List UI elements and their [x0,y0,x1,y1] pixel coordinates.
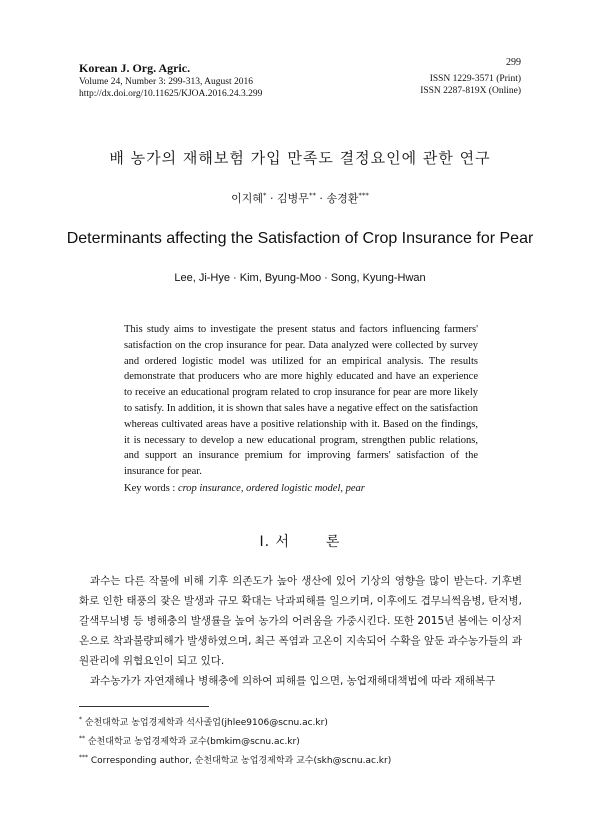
footnote-2-mark: ** [79,735,85,742]
footnote-1-text: 순천대학교 농업경제학과 석사졸업(jhlee9106@scnu.ac.kr) [82,718,328,728]
body-paragraph-1: 과수는 다른 작물에 비해 기후 의존도가 높아 생산에 있어 기상의 영향을 많이 받는다. 기후변화로 인한 태풍의 잦은 발생과 규모 확대는 낙과피해를 일으키며, 이후에도 겹무늬썩음병, 탄저병, 갈색무늬병 등 병해충의 발생률을 높여 농가의 어려움을 가중시킨다. 또한 2015년 봄에는 이상저온으로 착과불량피해가 발생하였으며, 최근 폭염과 고온이 지속되어 수확을 앞둔 과수농가들의 과원관리에 위협요인이 되고 있다. [79,575,522,667]
english-title: Determinants affecting the Satisfaction of Crop Insurance for Pear [66,230,534,247]
author-separator: · [315,192,327,205]
body-paragraph-2: 과수농가가 자연재해나 병해충에 의하여 피해를 입으면, 농업재해대책법에 따라 재해복구 [90,675,496,687]
volume-line: Volume 24, Number 3: 299-313, August 2016 [79,77,253,87]
journal-header [79,60,262,100]
footnote-divider [79,706,209,707]
author-3-kr: 송경환 [326,192,359,205]
author-2-mark: ** [308,191,316,200]
keywords-label: Key words : [124,483,178,494]
page-number: 299 [506,57,521,68]
author-3-mark: *** [358,191,369,200]
korean-title: 배 농가의 재해보험 가입 만족도 결정요인에 관한 연구 [109,149,491,167]
footnote-2 [79,731,391,750]
korean-authors [0,190,600,206]
issn-header [420,57,521,97]
author-2-kr: 김병무 [277,192,309,205]
footnotes [79,712,391,769]
footnote-2-text: 순천대학교 농업경제학과 교수(bmkim@scnu.ac.kr) [85,737,300,747]
author-1-kr: 이지혜 [231,192,264,205]
footnote-3 [79,750,391,769]
footnote-3-mark: *** [79,754,88,761]
footnote-3-text: Corresponding author, 순천대학교 농업경제학과 교수(skh@scnu.ac.kr) [88,756,392,766]
section-number: Ⅰ. 서 [259,534,291,550]
issn-print: ISSN 1229-3571 (Print) [429,74,521,84]
journal-name: Korean J. Org. Agric. [79,61,191,75]
abstract: This study aims to investigate the present status and factors influencing farmers' satisfaction on the crop insurance for pear. Data analyzed were collected by survey and ordered logistic model was utilized for an empirical analysis. The results demonstrate that producers who are more highly educated and have an experience to receive an educational program related to crop insurance for pear are more likely to satisfy. In addition, it is shown that sales have a negative effect on the satisfaction whereas cultivated areas have a positive relationship with it. Based on the findings, it is necessary to develop a new educational program, strengthen public relations, and support an insurance premium for improving farmers' satisfaction of the insurance for pear. [124,324,478,478]
author-separator: · [266,192,278,205]
author-1-mark: * [263,191,267,200]
footnote-1 [79,712,391,731]
keywords [124,483,365,494]
body-text [79,571,522,691]
section-title-rest: 론 [326,534,341,550]
section-heading [0,531,600,551]
english-authors: Lee, Ji-Hye · Kim, Byung-Moo · Song, Kyung-Hwan [174,272,426,284]
doi-line[interactable]: http://dx.doi.org/10.11625/KJOA.2016.24.3.299 [79,89,263,99]
issn-online: ISSN 2287-819X (Online) [420,86,521,96]
keywords-values: crop insurance, ordered logistic model, pear [177,483,365,494]
footnote-1-mark: * [79,716,82,723]
